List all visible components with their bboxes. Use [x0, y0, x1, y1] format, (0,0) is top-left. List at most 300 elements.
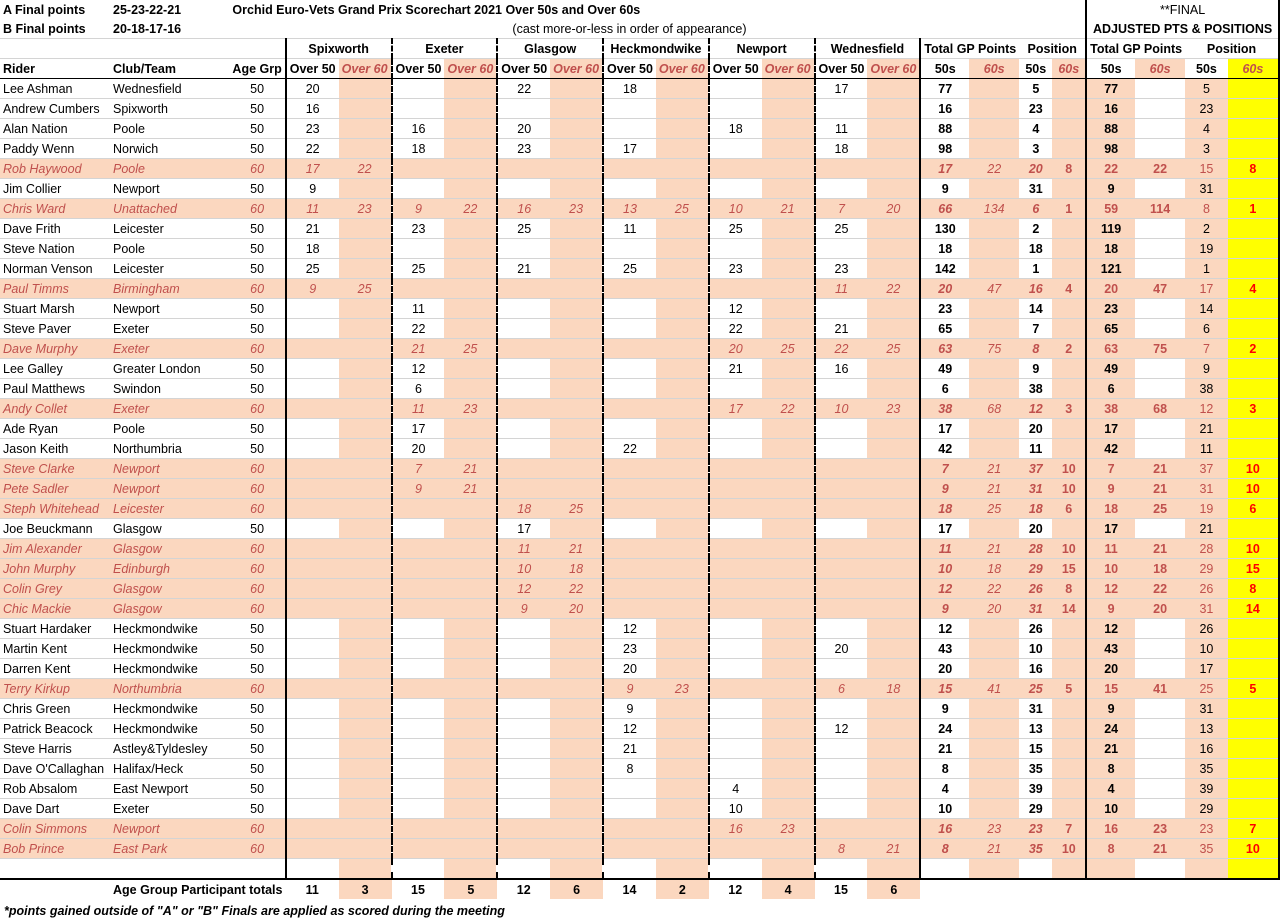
adj-total-60s	[1135, 359, 1185, 379]
total-60s	[969, 739, 1019, 759]
rider-club: Newport	[110, 459, 229, 479]
adj-position-50s: 21	[1185, 419, 1228, 439]
adj-position-50s: 21	[1185, 519, 1228, 539]
adj-total-50s: 16	[1086, 99, 1135, 119]
venue-over50-points	[286, 779, 339, 799]
venue-over60-points	[444, 299, 497, 319]
venue-over60-points	[339, 259, 392, 279]
adj-total-50s: 4	[1086, 779, 1135, 799]
venue-over60-points	[339, 479, 392, 499]
venue-over50-points	[709, 559, 762, 579]
position-50s: 18	[1019, 239, 1052, 259]
total-50s: 15	[920, 679, 969, 699]
adj-position-50s: 12	[1185, 399, 1228, 419]
over50-participant-total: 14	[603, 879, 656, 899]
rider-age-group: 50	[229, 719, 285, 739]
total-50s: 16	[920, 819, 969, 839]
venue-over50-points: 22	[815, 339, 868, 359]
total-50s: 8	[920, 759, 969, 779]
venue-over60-points	[656, 559, 709, 579]
position-50s: 11	[1019, 439, 1052, 459]
position-50s: 13	[1019, 719, 1052, 739]
over60-participant-total: 3	[339, 879, 392, 899]
venue-over50-points	[286, 319, 339, 339]
position-50s: 12	[1019, 399, 1052, 419]
venue-over60-points	[762, 379, 815, 399]
venue-over50-points	[603, 799, 656, 819]
venue-over60-points	[656, 639, 709, 659]
rider-age-group: 50	[229, 799, 285, 819]
venue-over50-points: 21	[709, 359, 762, 379]
venue-over50-points	[603, 819, 656, 839]
venue-over60-points	[339, 779, 392, 799]
position-50s: 20	[1019, 519, 1052, 539]
venue-over50-points: 25	[497, 219, 550, 239]
venue-over50-points	[815, 179, 868, 199]
venue-over60-points	[762, 239, 815, 259]
venue-over60-points	[656, 759, 709, 779]
rider-name: Dave Murphy	[0, 339, 110, 359]
venue-over50-points	[392, 179, 445, 199]
rider-age-group: 50	[229, 239, 285, 259]
venue-over50-points	[392, 799, 445, 819]
rider-name: Ade Ryan	[0, 419, 110, 439]
spacer	[920, 0, 1086, 19]
a-final-label: A Final points	[3, 2, 86, 17]
rider-row	[0, 99, 1279, 119]
position-50s: 7	[1019, 319, 1052, 339]
venue-over50-points: 17	[286, 159, 339, 179]
venue-over50-points	[603, 519, 656, 539]
rider-row	[0, 419, 1279, 439]
total-60s	[969, 519, 1019, 539]
venue-over60-points	[550, 399, 603, 419]
adj-position-50s: 31	[1185, 599, 1228, 619]
venue-over60-points	[339, 699, 392, 719]
rider-club: Wednesfield	[110, 79, 229, 99]
venue-over60-points	[656, 219, 709, 239]
rider-name: Martin Kent	[0, 639, 110, 659]
venue-over50-points	[709, 99, 762, 119]
rider-club: Glasgow	[110, 579, 229, 599]
venue-over60-points	[762, 279, 815, 299]
venue-over60-points	[339, 239, 392, 259]
spacer	[0, 859, 110, 880]
rider-club: Leicester	[110, 259, 229, 279]
rider-name: Chris Green	[0, 699, 110, 719]
adj-position-50s: 3	[1185, 139, 1228, 159]
venue-over50-points: 18	[815, 139, 868, 159]
rider-club: Heckmondwike	[110, 699, 229, 719]
adj-total-gp-heading: Total GP Points	[1086, 39, 1185, 59]
total-50s: 16	[920, 99, 969, 119]
venue-over50-points	[497, 179, 550, 199]
position-60s: 2	[1052, 339, 1086, 359]
position-50s: 31	[1019, 479, 1052, 499]
adj-total-60s: 114	[1135, 199, 1185, 219]
adj-position-60s: 10	[1228, 459, 1279, 479]
rider-row	[0, 439, 1279, 459]
position-60s	[1052, 79, 1086, 99]
rider-age-group: 50	[229, 519, 285, 539]
venue-over50-points	[392, 699, 445, 719]
venue-over50-points: 16	[815, 359, 868, 379]
venue-over60-points	[444, 659, 497, 679]
adj-position-60s	[1228, 619, 1279, 639]
rider-name: Dave Dart	[0, 799, 110, 819]
rider-club: Heckmondwike	[110, 639, 229, 659]
venue-over60-points	[444, 619, 497, 639]
venue-over60-points	[656, 339, 709, 359]
position-50s: 31	[1019, 699, 1052, 719]
adj-position-50s: 26	[1185, 619, 1228, 639]
total-60s-heading: 60s	[969, 59, 1019, 79]
total-50s: 18	[920, 239, 969, 259]
venue-over60-points	[550, 79, 603, 99]
venue-over50-points: 11	[392, 299, 445, 319]
adj-total-60s: 21	[1135, 539, 1185, 559]
venue-over60-points	[550, 479, 603, 499]
rider-age-group: 50	[229, 179, 285, 199]
venue-over60-points: 21	[762, 199, 815, 219]
venue-over60-points	[656, 819, 709, 839]
venue-over60-points	[656, 159, 709, 179]
spacer	[709, 859, 762, 880]
venue-over60-points	[867, 539, 920, 559]
venue-over60-points	[550, 699, 603, 719]
venue-over50-points: 16	[286, 99, 339, 119]
venue-over60-points	[656, 779, 709, 799]
rider-name: Lee Galley	[0, 359, 110, 379]
venue-over60-points	[762, 79, 815, 99]
rider-age-group: 50	[229, 219, 285, 239]
rider-club: Heckmondwike	[110, 659, 229, 679]
rider-club: East Park	[110, 839, 229, 859]
venue-over60-points	[656, 179, 709, 199]
venue-over50-points	[392, 779, 445, 799]
venue-over60-points	[339, 639, 392, 659]
position-50s: 26	[1019, 579, 1052, 599]
adj-total-50s: 8	[1086, 839, 1135, 859]
venue-over50-points	[497, 839, 550, 859]
adj-total-60s	[1135, 779, 1185, 799]
position-60s	[1052, 419, 1086, 439]
total-50s: 49	[920, 359, 969, 379]
venue-over60-points	[762, 659, 815, 679]
venue-over60-points	[339, 799, 392, 819]
total-50s: 9	[920, 179, 969, 199]
venue-over50-points	[286, 559, 339, 579]
venue-over60-points: 22	[550, 579, 603, 599]
position-50s: 25	[1019, 679, 1052, 699]
rider-club: Glasgow	[110, 599, 229, 619]
venue-over50-points	[497, 619, 550, 639]
venue-over50-points	[497, 299, 550, 319]
venue-over50-points	[286, 699, 339, 719]
venue-over60-points	[762, 559, 815, 579]
venue-over50-points	[392, 819, 445, 839]
position-60s: 10	[1052, 479, 1086, 499]
venue-over60-points	[444, 739, 497, 759]
adj-position-60s	[1228, 639, 1279, 659]
venue-over60-points	[550, 359, 603, 379]
adj-total-60s	[1135, 719, 1185, 739]
venue-over50-points	[603, 579, 656, 599]
venue-over50-points	[497, 719, 550, 739]
venue-over50-points	[815, 479, 868, 499]
venue-over60-points	[339, 179, 392, 199]
venue-over60-points	[339, 579, 392, 599]
position-60s	[1052, 779, 1086, 799]
adj-position-60s	[1228, 179, 1279, 199]
rider-age-group: 60	[229, 479, 285, 499]
position-50s: 31	[1019, 179, 1052, 199]
venue-over60-points	[550, 179, 603, 199]
venue-over60-points	[656, 139, 709, 159]
rider-row	[0, 79, 1279, 99]
venue-over60-points	[762, 839, 815, 859]
total-60s: 23	[969, 819, 1019, 839]
total-60s	[969, 319, 1019, 339]
venue-exeter: Exeter	[392, 39, 498, 59]
venue-over50-points: 18	[709, 119, 762, 139]
venue-over60-points	[444, 79, 497, 99]
venue-over50-points	[497, 319, 550, 339]
venue-over60-points: 21	[444, 479, 497, 499]
total-50s: 88	[920, 119, 969, 139]
spacer	[229, 859, 285, 880]
venue-over60-points	[444, 139, 497, 159]
venue-over60-points	[762, 599, 815, 619]
position-50s: 20	[1019, 419, 1052, 439]
rider-row	[0, 599, 1279, 619]
venue-over60-points: 23	[339, 199, 392, 219]
rider-row	[0, 739, 1279, 759]
venue-over60-points	[444, 239, 497, 259]
adj-total-60s	[1135, 379, 1185, 399]
over50-participant-total: 12	[497, 879, 550, 899]
position-60s: 4	[1052, 279, 1086, 299]
position-50s: 16	[1019, 279, 1052, 299]
adj-total-60s	[1135, 799, 1185, 819]
venue-over60-points	[762, 719, 815, 739]
rider-age-group: 50	[229, 659, 285, 679]
venue-over60-points: 23	[444, 399, 497, 419]
rider-name: Jim Alexander	[0, 539, 110, 559]
venue-wednesfield: Wednesfield	[815, 39, 921, 59]
position-60s	[1052, 379, 1086, 399]
total-60s: 25	[969, 499, 1019, 519]
adj-total-60s	[1135, 259, 1185, 279]
venue-over60-points	[444, 779, 497, 799]
adj-position-60s: 5	[1228, 679, 1279, 699]
venue-over60-points	[867, 739, 920, 759]
venue-over60-points	[444, 179, 497, 199]
adj-position-50s: 37	[1185, 459, 1228, 479]
adj-position-50s: 5	[1185, 79, 1228, 99]
venue-over60-points	[762, 539, 815, 559]
rider-row	[0, 219, 1279, 239]
total-60s	[969, 719, 1019, 739]
total-50s: 42	[920, 439, 969, 459]
venue-over50-points: 10	[709, 799, 762, 819]
total-60s: 21	[969, 479, 1019, 499]
rider-name: Chris Ward	[0, 199, 110, 219]
venue-over50-points	[497, 479, 550, 499]
rider-name: Bob Prince	[0, 839, 110, 859]
venue-over60-points: 22	[339, 159, 392, 179]
total-60s: 75	[969, 339, 1019, 359]
venue-over60-points: 20	[867, 199, 920, 219]
rider-row	[0, 639, 1279, 659]
venue-over60-points	[339, 79, 392, 99]
venue-over60-points: 25	[656, 199, 709, 219]
venue-over60-points	[444, 819, 497, 839]
venue-over60-points	[550, 439, 603, 459]
adj-total-50s: 9	[1086, 599, 1135, 619]
rider-name: Andrew Cumbers	[0, 99, 110, 119]
total-60s	[969, 379, 1019, 399]
position-50s: 38	[1019, 379, 1052, 399]
position-50s: 18	[1019, 499, 1052, 519]
venue-over50-points: 23	[603, 639, 656, 659]
position-50s: 28	[1019, 539, 1052, 559]
rider-age-group: 60	[229, 539, 285, 559]
adj-position-50s: 8	[1185, 199, 1228, 219]
venue-over50-points	[497, 819, 550, 839]
venue-over60-points	[550, 639, 603, 659]
adj-total-50s: 20	[1086, 659, 1135, 679]
over60-participant-total: 4	[762, 879, 815, 899]
venue-header-row	[0, 39, 1279, 59]
venue-over50-points: 21	[497, 259, 550, 279]
position-50s: 20	[1019, 159, 1052, 179]
venue-over50-points: 20	[709, 339, 762, 359]
over60-participant-total: 6	[550, 879, 603, 899]
venue-over50-points	[286, 519, 339, 539]
venue-over60-points	[550, 839, 603, 859]
adj-total-50s: 43	[1086, 639, 1135, 659]
total-50s: 12	[920, 619, 969, 639]
venue-over50-points	[709, 519, 762, 539]
total-50s: 63	[920, 339, 969, 359]
position-60s	[1052, 759, 1086, 779]
adj-total-60s	[1135, 639, 1185, 659]
rider-name: Stuart Hardaker	[0, 619, 110, 639]
adj-total-50s: 18	[1086, 499, 1135, 519]
adj-total-50s: 15	[1086, 679, 1135, 699]
over50-heading: Over 50	[286, 59, 339, 79]
position-50s: 29	[1019, 559, 1052, 579]
adj-total-50s: 12	[1086, 579, 1135, 599]
adj-position-60s	[1228, 239, 1279, 259]
total-50s: 130	[920, 219, 969, 239]
position-60s: 7	[1052, 819, 1086, 839]
venue-over60-points	[656, 119, 709, 139]
position-heading: Position	[1019, 39, 1086, 59]
adj-total-50s: 12	[1086, 619, 1135, 639]
venue-over50-points: 11	[815, 119, 868, 139]
rider-age-group: 60	[229, 819, 285, 839]
rider-row	[0, 759, 1279, 779]
total-50s: 10	[920, 799, 969, 819]
venue-over60-points	[550, 279, 603, 299]
venue-over60-points	[656, 239, 709, 259]
venue-over60-points: 22	[444, 199, 497, 219]
rider-club: East Newport	[110, 779, 229, 799]
rider-age-group: 50	[229, 759, 285, 779]
pos-60s-heading: 60s	[1052, 59, 1086, 79]
position-50s: 23	[1019, 99, 1052, 119]
adj-position-60s	[1228, 739, 1279, 759]
venue-over60-points	[656, 719, 709, 739]
adj-position-50s: 7	[1185, 339, 1228, 359]
position-60s: 10	[1052, 459, 1086, 479]
venue-over50-points	[709, 419, 762, 439]
adj-total-60s: 18	[1135, 559, 1185, 579]
rider-row	[0, 339, 1279, 359]
adj-position-60s: 6	[1228, 499, 1279, 519]
venue-over60-points	[550, 419, 603, 439]
adj-total-60s	[1135, 319, 1185, 339]
rider-row	[0, 659, 1279, 679]
venue-over50-points	[392, 659, 445, 679]
rider-club: Exeter	[110, 399, 229, 419]
total-60s: 21	[969, 839, 1019, 859]
venue-over50-points	[497, 159, 550, 179]
venue-over50-points	[709, 439, 762, 459]
venue-over60-points	[339, 419, 392, 439]
position-60s	[1052, 219, 1086, 239]
spacer	[229, 39, 285, 59]
venue-over60-points	[550, 119, 603, 139]
venue-over60-points	[656, 599, 709, 619]
venue-over60-points	[762, 799, 815, 819]
rider-heading: Rider	[0, 59, 110, 79]
rider-age-group: 50	[229, 119, 285, 139]
adj-total-60s	[1135, 79, 1185, 99]
venue-over50-points: 16	[392, 119, 445, 139]
rider-club: Heckmondwike	[110, 619, 229, 639]
venue-over50-points	[815, 599, 868, 619]
rider-row	[0, 379, 1279, 399]
venue-over50-points	[709, 699, 762, 719]
venue-over60-points	[867, 299, 920, 319]
adj-total-50s: 18	[1086, 239, 1135, 259]
total-60s	[969, 799, 1019, 819]
position-50s: 1	[1019, 259, 1052, 279]
adj-position-60s: 8	[1228, 579, 1279, 599]
total-60s	[969, 419, 1019, 439]
position-50s: 5	[1019, 79, 1052, 99]
venue-over50-points	[497, 739, 550, 759]
venue-over60-points	[867, 259, 920, 279]
venue-over60-points	[867, 619, 920, 639]
over60-heading: Over 60	[444, 59, 497, 79]
position-50s: 35	[1019, 759, 1052, 779]
venue-over60-points	[550, 719, 603, 739]
venue-over50-points: 11	[815, 279, 868, 299]
venue-over60-points	[762, 519, 815, 539]
venue-over50-points	[286, 579, 339, 599]
venue-over50-points	[815, 539, 868, 559]
position-50s: 15	[1019, 739, 1052, 759]
total-60s: 22	[969, 159, 1019, 179]
venue-over50-points: 9	[286, 179, 339, 199]
adj-total-50s: 7	[1086, 459, 1135, 479]
venue-over50-points: 12	[392, 359, 445, 379]
adj-position-60s: 3	[1228, 399, 1279, 419]
